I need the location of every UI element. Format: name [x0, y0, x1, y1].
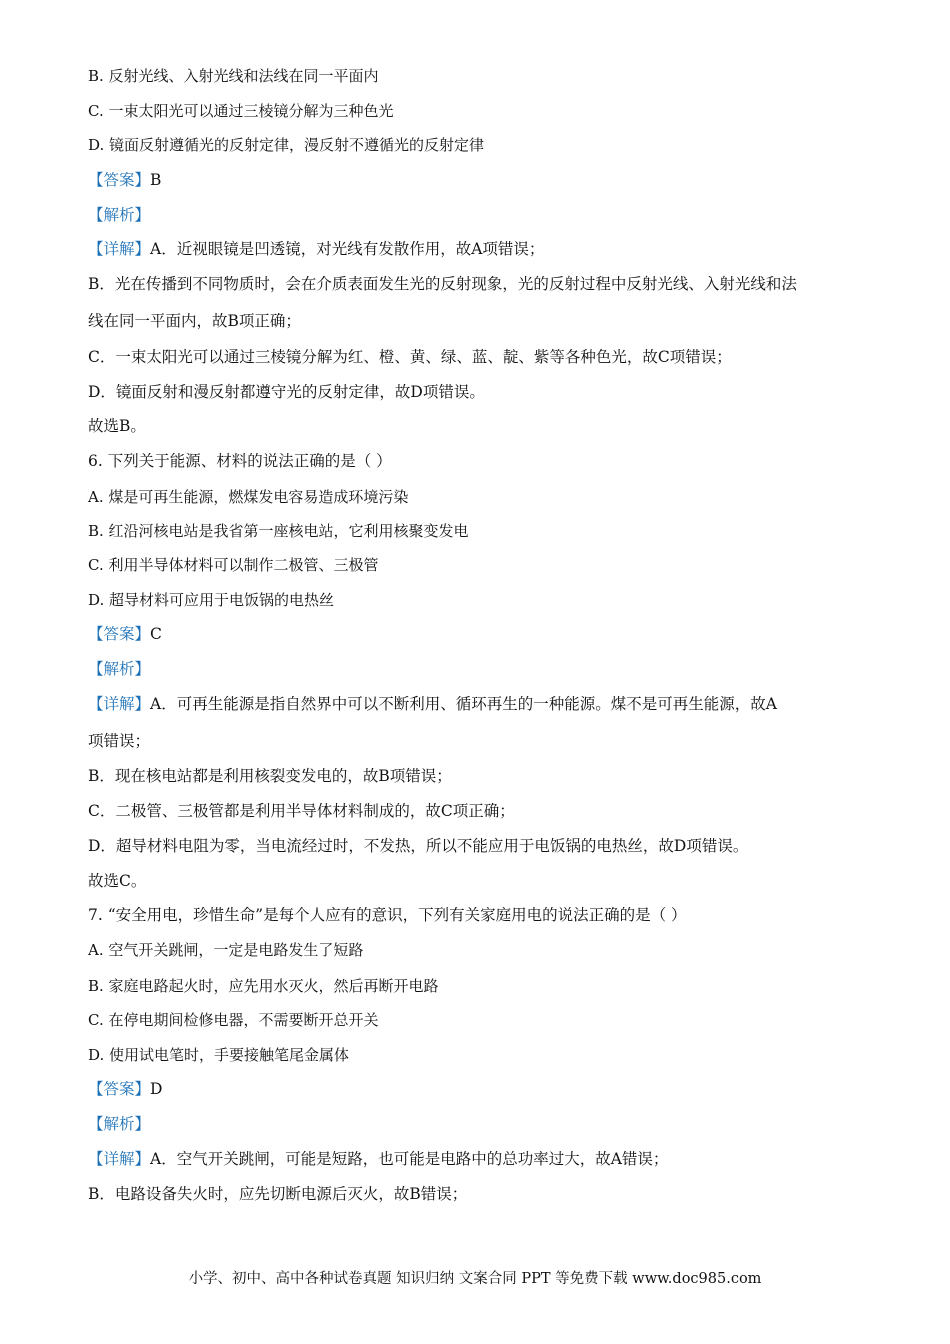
- text-line: [88, 346, 890, 368]
- answer-line: [88, 169, 890, 191]
- detail-text: A．近视眼镜是凹透镜，对光线有发散作用，故A项错误；: [150, 240, 545, 258]
- option-line: [88, 554, 890, 576]
- text-text: 故选B。: [88, 417, 146, 435]
- text-line: [88, 310, 890, 332]
- text-line: [88, 381, 890, 403]
- text-text: 故选C。: [88, 872, 147, 890]
- answer-tag: 【答案】: [88, 625, 151, 643]
- text-text: B．现在核电站都是利用核裂变发电的，故B项错误；: [88, 767, 452, 785]
- answer-tag: 【答案】: [88, 1080, 151, 1098]
- detail-tag: 【详解】: [88, 240, 151, 258]
- detail-tag: 【详解】: [88, 1150, 151, 1168]
- answer-text: D: [150, 1080, 163, 1098]
- option-text: C. 在停电期间检修电器，不需要断开总开关: [88, 1011, 379, 1029]
- option-text: D. 超导材料可应用于电饭锅的电热丝: [88, 591, 335, 609]
- option-text: B. 家庭电路起火时，应先用水灭火，然后再断开电路: [88, 977, 439, 995]
- option-line: [88, 520, 890, 542]
- text-line: [88, 730, 890, 752]
- text-text: B．电路设备失火时，应先切断电源后灭火，故B错误；: [88, 1185, 468, 1203]
- answer-text: B: [150, 171, 162, 189]
- option-text: D. 镜面反射遵循光的反射定律，漫反射不遵循光的反射定律: [88, 136, 485, 154]
- option-line: [88, 134, 890, 156]
- text-text: C．二极管、三极管都是利用半导体材料制成的，故C项正确；: [88, 802, 515, 820]
- option-line: [88, 486, 890, 508]
- text-line: [88, 870, 890, 892]
- text-text: D．镜面反射和漫反射都遵守光的反射定律，故D项错误。: [88, 383, 485, 401]
- text-line: [88, 415, 890, 437]
- option-text: C. 一束太阳光可以通过三棱镜分解为三种色光: [88, 102, 394, 120]
- option-text: B. 反射光线、入射光线和法线在同一平面内: [88, 67, 379, 85]
- answer-text: C: [150, 625, 162, 643]
- option-line: [88, 939, 890, 961]
- analysis-line: [88, 1113, 890, 1135]
- answer-line: [88, 1078, 890, 1100]
- detail-line: [88, 1148, 890, 1170]
- text-text: 线在同一平面内，故B项正确；: [88, 312, 301, 330]
- question-text: 6. 下列关于能源、材料的说法正确的是（ ）: [88, 452, 392, 470]
- page-footer: 小学、初中、高中各种试卷真题 知识归纳 文案合同 PPT 等免费下载 www.doc985.com: [188, 1271, 762, 1287]
- option-text: A. 煤是可再生能源，燃煤发电容易造成环境污染: [88, 488, 409, 506]
- option-line: [88, 65, 890, 87]
- text-line: [88, 765, 890, 787]
- text-text: C．一束太阳光可以通过三棱镜分解为红、橙、黄、绿、蓝、靛、紫等各种色光，故C项错误；: [88, 348, 732, 366]
- analysis-tag: 【解析】: [88, 660, 151, 678]
- text-text: D．超导材料电阻为零，当电流经过时，不发热，所以不能应用于电饭锅的电热丝，故D项错误。: [88, 837, 749, 855]
- answer-line: [88, 623, 890, 645]
- detail-text: A．可再生能源是指自然界中可以不断利用、循环再生的一种能源。煤不是可再生能源，故A: [150, 695, 777, 713]
- detail-text: A．空气开关跳闸，可能是短路，也可能是电路中的总功率过大，故A错误；: [150, 1150, 669, 1168]
- option-text: C. 利用半导体材料可以制作二极管、三极管: [88, 556, 379, 574]
- detail-tag: 【详解】: [88, 695, 151, 713]
- text-line: [88, 1183, 890, 1205]
- option-text: D. 使用试电笔时，手要接触笔尾金属体: [88, 1046, 350, 1064]
- question-line: [88, 904, 890, 926]
- option-line: [88, 975, 890, 997]
- text-text: 项错误；: [88, 732, 151, 750]
- text-line: [88, 835, 890, 857]
- option-text: A. 空气开关跳闸，一定是电路发生了短路: [88, 941, 364, 959]
- question-text: 7. “安全用电，珍惜生命”是每个人应有的意识，下列有关家庭用电的说法正确的是（ ）: [88, 906, 687, 924]
- answer-tag: 【答案】: [88, 171, 151, 189]
- text-line: [88, 800, 890, 822]
- option-line: [88, 100, 890, 122]
- text-text: B．光在传播到不同物质时，会在介质表面发生光的反射现象，光的反射过程中反射光线、入射光线和法: [88, 275, 797, 293]
- option-line: [88, 1009, 890, 1031]
- analysis-line: [88, 658, 890, 680]
- text-line: [88, 273, 890, 295]
- detail-line: [88, 693, 890, 715]
- question-line: [88, 450, 890, 472]
- option-text: B. 红沿河核电站是我省第一座核电站，它利用核聚变发电: [88, 522, 469, 540]
- analysis-line: [88, 204, 890, 226]
- detail-line: [88, 238, 890, 260]
- analysis-tag: 【解析】: [88, 206, 151, 224]
- option-line: [88, 589, 890, 611]
- option-line: [88, 1044, 890, 1066]
- analysis-tag: 【解析】: [88, 1115, 151, 1133]
